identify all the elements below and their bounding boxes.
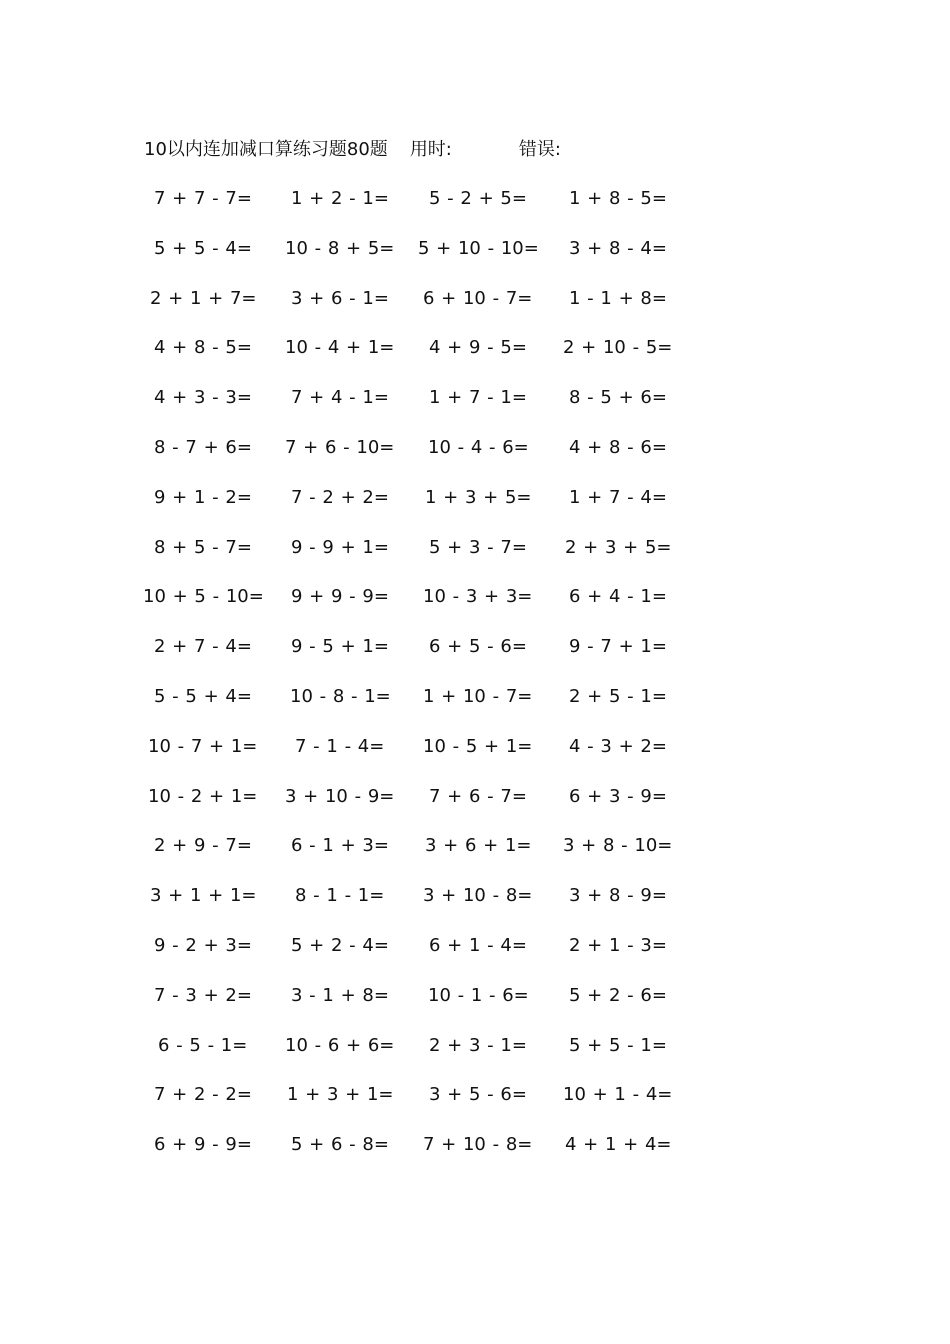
- problem-item: 5 + 2 - 4=: [291, 934, 389, 956]
- problem-item: 1 + 8 - 5=: [569, 188, 667, 209]
- problem-item: 4 - 3 + 2=: [569, 735, 667, 757]
- problem-item: 6 + 3 - 9=: [569, 785, 667, 807]
- problem-item: 5 + 5 - 4=: [154, 237, 252, 259]
- problem-item: 3 + 8 - 10=: [563, 835, 673, 857]
- problem-item: 9 - 9 + 1=: [291, 536, 389, 558]
- problem-item: 10 - 8 + 5=: [285, 237, 395, 259]
- problem-item: 10 - 4 - 6=: [428, 436, 529, 458]
- problem-item: 1 + 3 + 1=: [287, 1084, 394, 1106]
- problem-item: 4 + 8 - 6=: [569, 436, 667, 458]
- problem-item: 7 + 2 - 2=: [154, 1084, 252, 1106]
- problem-row: [0, 535, 950, 585]
- problem-item: 5 + 10 - 10=: [418, 237, 539, 259]
- problem-item: 8 - 1 - 1=: [295, 885, 385, 907]
- problem-row: [0, 186, 950, 236]
- problem-item: 7 + 6 - 10=: [285, 436, 395, 458]
- problem-item: 9 + 9 - 9=: [291, 586, 389, 608]
- problem-item: 3 + 10 - 8=: [423, 885, 533, 907]
- problem-item: 3 - 1 + 8=: [291, 984, 389, 1006]
- problem-item: 7 + 6 - 7=: [429, 785, 527, 807]
- problem-row: [0, 883, 950, 933]
- problem-item: 6 - 1 + 3=: [291, 835, 389, 857]
- problem-item: 7 + 7 - 7=: [154, 188, 252, 209]
- problem-item: 3 + 6 - 1=: [291, 287, 389, 309]
- problem-item: 4 + 8 - 5=: [154, 337, 252, 359]
- problem-item: 1 + 7 - 1=: [429, 387, 527, 409]
- problem-row: [0, 634, 950, 684]
- problem-item: 7 + 10 - 8=: [423, 1134, 533, 1156]
- problem-item: 8 - 7 + 6=: [154, 436, 252, 458]
- problem-item: 3 + 8 - 9=: [569, 885, 667, 907]
- problem-item: 4 + 9 - 5=: [429, 337, 527, 359]
- problem-item: 2 + 9 - 7=: [154, 835, 252, 857]
- problem-item: 5 - 5 + 4=: [154, 685, 252, 707]
- problem-row: [0, 684, 950, 734]
- problem-item: 5 - 2 + 5=: [429, 188, 527, 209]
- problem-item: 10 + 1 - 4=: [563, 1084, 673, 1106]
- problem-item: 6 + 10 - 7=: [423, 287, 533, 309]
- problem-item: 2 + 5 - 1=: [569, 685, 667, 707]
- problem-item: 8 + 5 - 7=: [154, 536, 252, 558]
- problem-item: 10 - 3 + 3=: [423, 586, 533, 608]
- problem-item: 9 - 2 + 3=: [154, 934, 252, 956]
- problem-item: 10 - 7 + 1=: [148, 735, 258, 757]
- problem-item: 3 + 6 + 1=: [425, 835, 532, 857]
- problem-item: 2 + 3 - 1=: [429, 1034, 527, 1056]
- worksheet-header: [144, 137, 561, 163]
- problem-item: 6 + 1 - 4=: [429, 934, 527, 956]
- problem-item: 9 - 5 + 1=: [291, 636, 389, 658]
- problem-item: 10 - 6 + 6=: [285, 1034, 395, 1056]
- problem-item: 4 + 1 + 4=: [565, 1134, 672, 1156]
- problem-row: [0, 485, 950, 535]
- problem-item: 2 + 7 - 4=: [154, 636, 252, 658]
- problem-item: 2 + 3 + 5=: [565, 536, 672, 558]
- problem-item: 7 - 2 + 2=: [291, 486, 389, 508]
- problem-row: [0, 784, 950, 834]
- problem-item: 9 - 7 + 1=: [569, 636, 667, 658]
- problem-item: 6 + 9 - 9=: [154, 1134, 252, 1156]
- problem-item: 1 + 7 - 4=: [569, 486, 667, 508]
- problem-item: 5 + 6 - 8=: [291, 1134, 389, 1156]
- problem-row: [0, 933, 950, 983]
- problem-item: 1 - 1 + 8=: [569, 287, 667, 309]
- problem-item: 2 + 10 - 5=: [563, 337, 673, 359]
- problem-row: [0, 1033, 950, 1083]
- problem-grid: [0, 186, 950, 1182]
- problem-item: 7 - 1 - 4=: [295, 735, 385, 757]
- problem-item: 1 + 3 + 5=: [425, 486, 532, 508]
- problem-row: [0, 435, 950, 485]
- problem-row: [0, 584, 950, 634]
- problem-item: 10 - 5 + 1=: [423, 735, 533, 757]
- error-count-label: 错误:: [518, 139, 561, 160]
- problem-row: [0, 1132, 950, 1182]
- problem-item: 3 + 8 - 4=: [569, 237, 667, 259]
- problem-row: [0, 236, 950, 286]
- problem-item: 4 + 3 - 3=: [154, 387, 252, 409]
- problem-item: 1 + 2 - 1=: [291, 188, 389, 209]
- problem-item: 10 - 1 - 6=: [428, 984, 529, 1006]
- worksheet-title: 10以内连加减口算练习题80题: [144, 139, 388, 160]
- problem-item: 2 + 1 - 3=: [569, 934, 667, 956]
- problem-item: 3 + 1 + 1=: [150, 885, 257, 907]
- problem-row: [0, 385, 950, 435]
- problem-item: 7 + 4 - 1=: [291, 387, 389, 409]
- problem-row: [0, 833, 950, 883]
- problem-item: 5 + 5 - 1=: [569, 1034, 667, 1056]
- problem-item: 6 + 5 - 6=: [429, 636, 527, 658]
- problem-item: 3 + 10 - 9=: [285, 785, 395, 807]
- problem-item: 3 + 5 - 6=: [429, 1084, 527, 1106]
- problem-row: [0, 335, 950, 385]
- problem-row: [0, 734, 950, 784]
- problem-item: 5 + 3 - 7=: [429, 536, 527, 558]
- problem-item: 10 + 5 - 10=: [143, 586, 264, 608]
- problem-row: [0, 286, 950, 336]
- problem-item: 2 + 1 + 7=: [150, 287, 257, 309]
- time-used-label: 用时:: [409, 139, 452, 160]
- problem-item: 6 + 4 - 1=: [569, 586, 667, 608]
- problem-item: 10 - 2 + 1=: [148, 785, 258, 807]
- problem-row: [0, 983, 950, 1033]
- problem-item: 10 - 8 - 1=: [290, 685, 391, 707]
- problem-item: 5 + 2 - 6=: [569, 984, 667, 1006]
- problem-item: 6 - 5 - 1=: [158, 1034, 248, 1056]
- problem-item: 9 + 1 - 2=: [154, 486, 252, 508]
- problem-row: [0, 1082, 950, 1132]
- problem-item: 10 - 4 + 1=: [285, 337, 395, 359]
- problem-item: 8 - 5 + 6=: [569, 387, 667, 409]
- problem-item: 7 - 3 + 2=: [154, 984, 252, 1006]
- problem-item: 1 + 10 - 7=: [423, 685, 533, 707]
